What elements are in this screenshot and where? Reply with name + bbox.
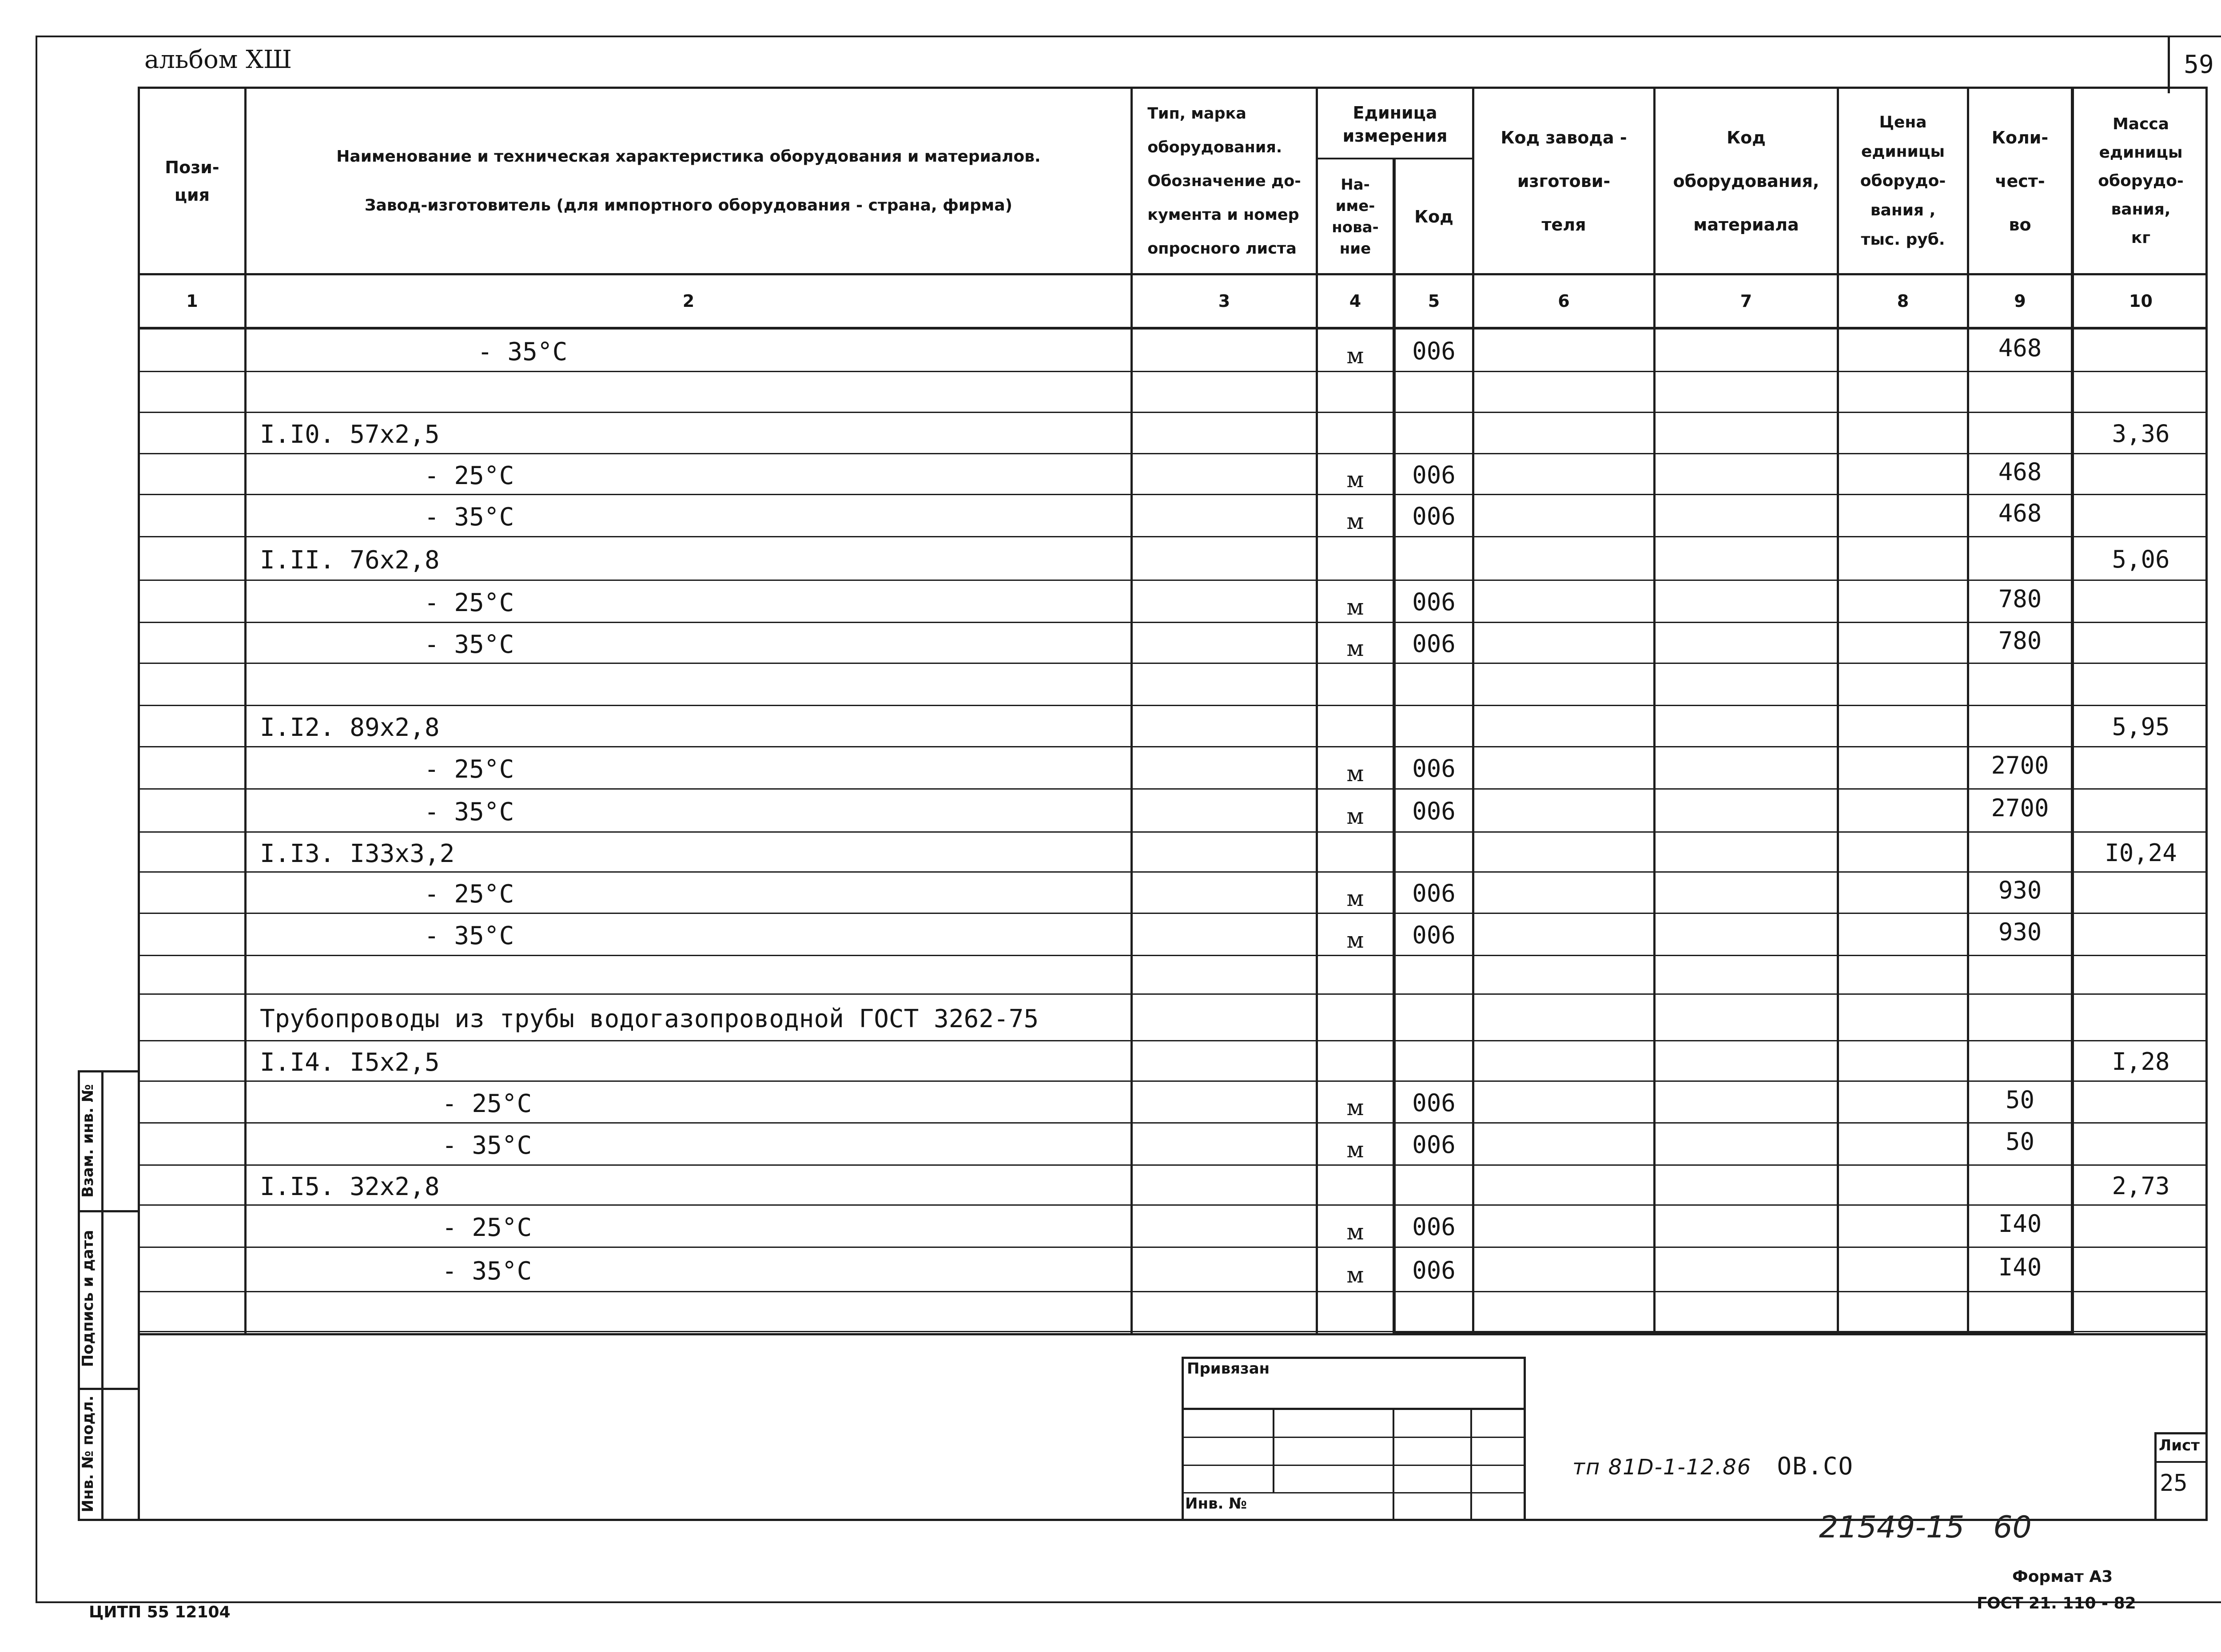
sheet-value: 25: [2160, 1470, 2188, 1497]
row-description: - 35°C: [424, 921, 514, 950]
row-quantity: 2700: [1991, 794, 2049, 822]
row-mass: [2074, 623, 2208, 664]
row-unit: [1318, 413, 1393, 454]
row-unit: [1318, 995, 1393, 1041]
row-code: [1396, 1166, 1472, 1206]
colnum-1: 1: [186, 291, 198, 311]
row-mass: [2074, 664, 2208, 706]
colnum-8: 8: [1897, 291, 1909, 311]
row-mass: [2074, 495, 2208, 537]
page-number-divider: [2168, 36, 2170, 93]
row-description: I.I2. 89х2,8: [260, 713, 440, 742]
row-mass: [2074, 873, 2208, 914]
row-code: 006: [1412, 1088, 1456, 1117]
colnum-9: 9: [2014, 291, 2026, 311]
row-code: [1396, 833, 1472, 873]
sheet-divider: [2154, 1461, 2208, 1463]
row-description: - 25°C: [442, 1089, 532, 1118]
row-quantity: [1969, 664, 2071, 706]
row-description: - 25°C: [442, 1213, 532, 1242]
row-unit: м: [1346, 1136, 1364, 1163]
privyazan-col-3: [1470, 1408, 1472, 1521]
row-quantity: 50: [2005, 1128, 2035, 1156]
colnum-6: 6: [1558, 291, 1570, 311]
row-mass: [2074, 1292, 2208, 1332]
side-stamp-divider-1: [78, 1210, 140, 1212]
privyazan-row-3: [1182, 1492, 1526, 1493]
side-stamp-divider-2: [78, 1388, 140, 1390]
row-quantity: [1969, 537, 2071, 581]
row-quantity: I40: [1998, 1210, 2042, 1238]
row-mass: [2074, 330, 2208, 372]
row-code: [1396, 1292, 1472, 1332]
colnum-3: 3: [1218, 291, 1230, 311]
privyazan-row-2: [1182, 1465, 1526, 1466]
row-mass: I,28: [2112, 1048, 2170, 1076]
privyazan-row-1: [1182, 1437, 1526, 1438]
row-code: 006: [1412, 1213, 1456, 1241]
row-description: - 35°C: [442, 1256, 532, 1286]
row-code: [1396, 956, 1472, 995]
row-unit: [1318, 1041, 1393, 1082]
row-code: 006: [1412, 502, 1456, 530]
colnum-2: 2: [682, 291, 695, 311]
doc-code-suffix: ОВ.СО: [1777, 1452, 1854, 1480]
col-line-6: [1653, 87, 1656, 1335]
row-description: - 35°C: [424, 503, 514, 532]
row-mass: [2074, 454, 2208, 495]
handwritten-number: 21549-15 60: [1819, 1510, 2032, 1545]
format-label: Формат А3: [2012, 1568, 2113, 1586]
row-unit: м: [1346, 1262, 1364, 1288]
row-unit: [1318, 537, 1393, 581]
row-code: 006: [1412, 461, 1456, 489]
row-quantity: [1969, 413, 2071, 454]
colnum-7: 7: [1740, 291, 1752, 311]
row-description: - 35°C: [424, 798, 514, 826]
col-line-7: [1837, 87, 1839, 1335]
row-description: - 25°C: [424, 755, 514, 784]
row-quantity: 50: [2005, 1085, 2035, 1114]
page-number: 59: [2184, 50, 2214, 79]
colnum-4: 4: [1349, 291, 1361, 311]
row-mass: 2,73: [2112, 1171, 2170, 1200]
row-quantity: 468: [1998, 457, 2042, 486]
citp-label: ЦИТП 55 12104: [89, 1603, 231, 1621]
colnum-5: 5: [1428, 291, 1440, 311]
row-mass: 5,06: [2112, 545, 2170, 573]
row-mass: [2074, 1082, 2208, 1124]
row-unit: м: [1346, 885, 1364, 911]
row-quantity: 930: [1998, 918, 2042, 946]
doc-code-main: тп 81D-1-12.86: [1572, 1455, 1752, 1480]
row-unit: [1318, 1166, 1393, 1206]
row-quantity: 2700: [1991, 751, 2049, 779]
row-code: 006: [1412, 629, 1456, 658]
row-unit: м: [1346, 635, 1364, 661]
privyazan-col-1: [1273, 1408, 1274, 1492]
row-mass: 5,95: [2112, 713, 2170, 741]
row-mass: [2074, 1124, 2208, 1166]
row-quantity: [1969, 1166, 2071, 1206]
row-description: I.II. 76х2,8: [260, 545, 440, 575]
row-quantity: I40: [1998, 1253, 2042, 1281]
row-mass: [2074, 1248, 2208, 1292]
row-code: [1396, 537, 1472, 581]
album-label: альбом XШ: [144, 45, 292, 74]
row-code: 006: [1412, 879, 1456, 907]
row-code: 006: [1412, 797, 1456, 825]
row-code: [1396, 664, 1472, 706]
header-name: Наименование и техническая характеристика оборудования и материалов. Завод-изготовитель (для импортного оборудования - страна, фирма): [336, 147, 1041, 214]
row-description: [260, 664, 1459, 706]
row-description: [260, 372, 1459, 413]
row-description: [260, 956, 1459, 995]
row-description: I.I5. 32х2,8: [260, 1172, 440, 1201]
row-unit: м: [1346, 1095, 1364, 1120]
header-qty: Коли- чест- во: [1991, 127, 2049, 234]
row-code: 006: [1412, 337, 1456, 365]
header-equip-code: Код оборудования, материала: [1673, 127, 1819, 234]
row-code: 006: [1412, 755, 1456, 782]
row-description: - 25°C: [424, 461, 514, 490]
row-mass: 3,36: [2112, 420, 2170, 448]
stamp-inv-podl: Инв. № подл.: [79, 1395, 97, 1513]
privyazan-col-2: [1393, 1408, 1394, 1521]
row-quantity: [1969, 956, 2071, 995]
row-description: I.I4. I5х2,5: [260, 1048, 440, 1077]
row-quantity: [1969, 706, 2071, 747]
row-unit: [1318, 1292, 1393, 1332]
header-pos: Пози- ция: [165, 157, 219, 205]
stamp-vzam: Взам. инв. №: [79, 1084, 97, 1198]
row-quantity: [1969, 833, 2071, 873]
row-unit: м: [1346, 760, 1364, 786]
row-description: - 35°C: [424, 630, 514, 659]
row-mass: [2074, 372, 2208, 413]
row-unit: [1318, 956, 1393, 995]
row-unit: [1318, 372, 1393, 413]
row-unit: м: [1346, 467, 1364, 492]
sheet-label: Лист: [2159, 1437, 2200, 1454]
row-mass: [2074, 581, 2208, 623]
row-quantity: 780: [1998, 626, 2042, 655]
row-unit: м: [1346, 1219, 1364, 1245]
row-code: 006: [1412, 921, 1456, 949]
header-price: Цена единицы оборудо- вания , тыс. руб.: [1860, 113, 1946, 249]
row-code: [1396, 995, 1472, 1041]
row-quantity: 930: [1998, 876, 2042, 904]
header-factory-code: Код завода - изготови- теля: [1501, 127, 1627, 234]
row-description: I.I3. I33х3,2: [260, 839, 455, 868]
bottom-left-line: [138, 1332, 140, 1521]
row-quantity: [1969, 995, 2071, 1041]
row-code: [1396, 1041, 1472, 1082]
row-quantity: [1969, 1041, 2071, 1082]
row-mass: [2074, 747, 2208, 790]
row-quantity: [1969, 372, 2071, 413]
row-mass: [2074, 914, 2208, 956]
row-unit: [1318, 706, 1393, 747]
privyazan-label: Привязан: [1187, 1360, 1270, 1378]
row-unit: м: [1346, 508, 1364, 534]
row-unit: [1318, 664, 1393, 706]
col-line-5: [1472, 87, 1474, 1335]
row-description: - 35°C: [478, 337, 568, 366]
row-unit: м: [1346, 803, 1364, 829]
row-mass: [2074, 995, 2208, 1041]
side-stamp-divider-v: [101, 1070, 103, 1521]
row-description: - 25°C: [424, 880, 514, 909]
row-unit: [1318, 833, 1393, 873]
row-code: [1396, 372, 1472, 413]
col-line-1: [244, 87, 247, 1335]
row-code: 006: [1412, 1256, 1456, 1284]
row-description: [260, 1292, 1459, 1332]
inv-no-label: Инв. №: [1185, 1495, 1247, 1513]
privyazan-divider: [1182, 1408, 1526, 1410]
row-mass: [2074, 956, 2208, 995]
row-unit: м: [1346, 927, 1364, 953]
gost-label: ГОСТ 21. 110 - 82: [1977, 1594, 2136, 1612]
row-quantity: 468: [1998, 334, 2042, 362]
row-quantity: 780: [1998, 585, 2042, 613]
row-code: [1396, 413, 1472, 454]
header-unit-code: Код: [1414, 206, 1453, 226]
header-mass: Масса единицы оборудо- вания, кг: [2098, 115, 2184, 247]
row-description: - 25°C: [424, 588, 514, 617]
row-description: Трубопроводы из трубы водогазопроводной ГОСТ 3262-75: [260, 1005, 1039, 1033]
row-quantity: [1969, 1292, 2071, 1332]
row-code: [1396, 706, 1472, 747]
colnum-10: 10: [2129, 291, 2153, 311]
row-unit: м: [1346, 343, 1364, 369]
stamp-podpis: Подпись и дата: [79, 1230, 97, 1367]
row-mass: I0,24: [2105, 838, 2177, 867]
row-mass: [2074, 790, 2208, 833]
row-code: 006: [1412, 588, 1456, 616]
row-quantity: 468: [1998, 499, 2042, 527]
header-unit-group: Единица измерения: [1342, 103, 1448, 146]
row-description: - 35°C: [442, 1131, 532, 1160]
row-code: 006: [1412, 1131, 1456, 1159]
doc-code: [1572, 1452, 1854, 1480]
row-description: I.I0. 57х2,5: [260, 420, 440, 449]
header-type: Тип, марка оборудования. Обозначение до- кумента и номер опросного листа: [1147, 104, 1301, 258]
row-mass: [2074, 1206, 2208, 1248]
header-unit-name: На- име- нова- ние: [1332, 175, 1379, 258]
row-unit: м: [1346, 594, 1364, 620]
col-line-9: [2071, 87, 2074, 1335]
